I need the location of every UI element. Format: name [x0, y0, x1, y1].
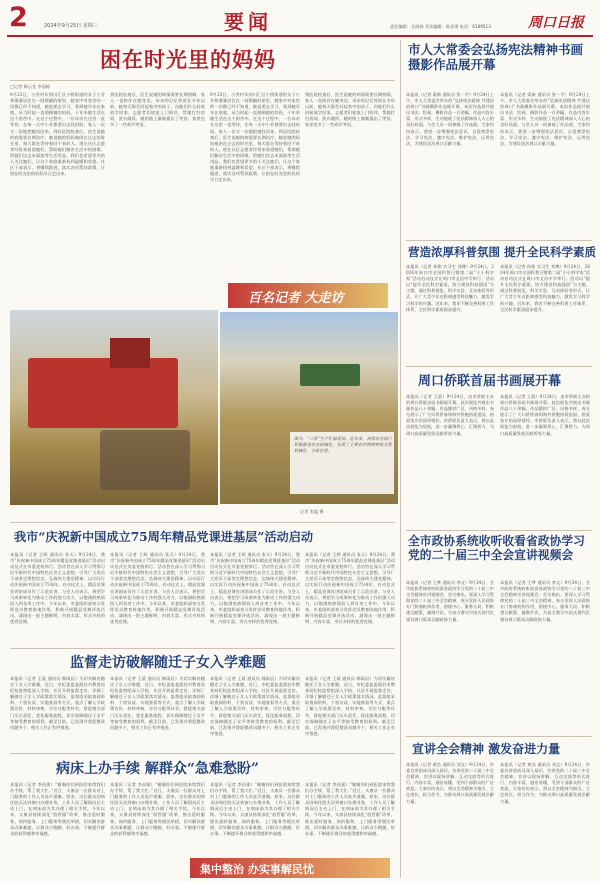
- r3-top-rule: [406, 366, 592, 367]
- lead-body-col4: 到医院检查后，医生说她的病情需要长期照顾，家人一直陪伴在她身边。母亲的记忆停留在多年以前，她每天都会问起家中的孩子，问他们什么时候放学回家。志愿者们轮流上门陪伴，帮她打扫房间、洗衣做饭。她的脸上渐渐露出了笑容，家里也多了一些欢声笑语。: [305, 92, 395, 128]
- girls-top-rule: [10, 648, 395, 649]
- r2-headline: 营造浓厚科普氛围 提升全民科学素质: [408, 245, 597, 259]
- mid-body-col2: 本报讯（记者 王辉 通讯员 张天）9月24日，我市“庆祝新中国成立75周年精品党课进基层”活动启动仪式在市委党校举行。活动旨在深入学习贯彻习近平新时代中国特色社会主义思想，引导广大党员干部坚定理想信念，弘扬伟大建党精神，以实际行动庆祝新中国成立75周年。启动仪式上，精品党课宣讲团成员作了示范宣讲。与会人员表示，将把学习成果转化为推动工作的强大动力，以饱满的热情投入到各项工作中。今年以来，市委组织部充分发挥党员教育阵地作用，积极开展精品党课评选活动，涌现出一批主题鲜明、内容丰富、形式多样的优秀党课。: [110, 552, 205, 625]
- r2-body-col1: 本报讯（记者 孙铭 实习生 刘博）9月24日，2024年周口市全国科普日暨第二届“小小科学家”活动启动仪式在周口市文昌中学举行。活动以“提升全民科学素质，协力建设科技强国”为主题，通过科普展览、科学实验、互动体验等形式，让广大青少年近距离感受科技魅力，激发学习科学的兴趣。近年来，我市不断完善科普工作体系，全民科学素质稳步提升。: [406, 264, 494, 312]
- r4-top-rule: [406, 530, 592, 531]
- r5-top-rule: [406, 736, 592, 737]
- r1-body-col2: 本报讯（记者 梁新 通讯员 张一平）9月24日上午，市人大常委会举办的“弘扬宪法精神 共建法治周口”书画摄影作品展开幕。本次作品展共展出书法、绘画、摄影作品一百余幅，作品内容丰富、形式多样，生动展现了宪法精神深入人心的良好局面。与会人员一同参观了作品展。大家纷纷表示，要进一步增强宪法意识，自觉尊崇宪法、学习宪法、遵守宪法、维护宪法、运用宪法，为建设法治周口贡献力量。: [500, 92, 590, 146]
- r4-headline: 全市政协系统收听收看省政协学习党的二十届三中全会宣讲视频会: [408, 534, 585, 562]
- r3-headline: 周口侨联首届书画展开幕: [418, 374, 562, 389]
- editor-line: 责任编辑：凡丽娟 美术编辑：陈亚琪 电话：6189513: [390, 24, 491, 29]
- girls-headline: 监督走访破解随迁子女入学难题: [70, 655, 266, 671]
- r3-body-col1: 本报讯（记者 王晨）9月24日，由市侨联主办的周口侨联首届书画展开幕。此次展览共展出书画作品八十余幅，作品题材广泛、风格多样，充分展示了广大归侨侨眷和海外侨胞热爱祖国、热爱家乡的深厚情怀。市侨联负责人表示，将以此次展览为契机，进一步凝聚侨心、汇聚侨力，为周口高质量发展贡献侨界力量。: [406, 394, 494, 436]
- illness-body-col1: 本报讯（记者 李昌建）“谢谢你们到医院来给我们办手续，帮了我大忙。”近日，太康县一位群众对上门服务的工作人员连声道谢。原来，这位群众因病住院无法到窗口办理业务，工作人员了解情况后主动上门，在病床前为其办理了相关手续。今年以来，太康县持续深化“放管服”改革，推出延时服务、预约服务、上门服务等便民举措，切实解决群众办事难题，让群众少跑腿、好办事，不断提升群众的获得感和幸福感。: [10, 782, 105, 836]
- girls-body-col2: 本报讯（记者 王晨 通讯员 韩雨辰）为切实解决随迁子女入学难题，近日，市纪委监委派驻市教育局纪检监察组深入学校、社区开展监督走访，详细了解随迁子女入学政策落实情况。监督组采取查阅资料、个别访谈、实地查看等方式，重点了解入学政策宣传、材料审核、学位分配等环节，督促相关部门压实责任，优化服务流程，切实保障随迁子女平等接受教育的权利。截至目前，已发现并督促整改问题多个，相关工作正有序推进。: [110, 676, 205, 730]
- mid-body-col4: 本报讯（记者 王辉 通讯员 张天）9月24日，我市“庆祝新中国成立75周年精品党课进基层”活动启动仪式在市委党校举行。活动旨在深入学习贯彻习近平新时代中国特色社会主义思想，引导广大党员干部坚定理想信念，弘扬伟大建党精神，以实际行动庆祝新中国成立75周年。启动仪式上，精品党课宣讲团成员作了示范宣讲。与会人员表示，将把学习成果转化为推动工作的强大动力，以饱满的热情投入到各项工作中。今年以来，市委组织部充分发挥党员教育阵地作用，积极开展精品党课评选活动，涌现出一批主题鲜明、内容丰富、形式多样的优秀党课。: [305, 552, 395, 625]
- r3-body-col2: 本报讯（记者 王晨）9月24日，由市侨联主办的周口侨联首届书画展开幕。此次展览共展出书画作品八十余幅，作品题材广泛、风格多样，充分展示了广大归侨侨眷和海外侨胞热爱祖国、热爱家乡的深厚情怀。市侨联负责人表示，将以此次展览为契机，进一步凝聚侨心、汇聚侨力，为周口高质量发展贡献侨界力量。: [500, 394, 590, 436]
- photo-credit: 记者 张猛 摄: [300, 509, 324, 514]
- illness-headline: 病床上办手续 解群众“急难愁盼”: [56, 761, 259, 777]
- r1-headline: 市人大常委会弘扬宪法精神书画摄影作品展开幕: [408, 42, 584, 72]
- photo-field: [220, 312, 398, 504]
- girls-body-col1: 本报讯（记者 王晨 通讯员 韩雨辰）为切实解决随迁子女入学难题，近日，市纪委监委派驻市教育局纪检监察组深入学校、社区开展监督走访，详细了解随迁子女入学政策落实情况。监督组采取查阅资料、个别访谈、实地查看等方式，重点了解入学政策宣传、材料审核、学位分配等环节，督促相关部门压实责任，优化服务流程，切实保障随迁子女平等接受教育的权利。截至目前，已发现并督促整改问题多个，相关工作正有序推进。: [10, 676, 105, 730]
- section-title: 要闻: [224, 10, 272, 34]
- right-col-divider: [400, 40, 401, 878]
- lead-body-col3: 9月23日，小洪村年到川汇区小桥街道的女子小芳和婆婆居住在一间简陋的屋里，她家中对家里的一切都已经不知道，她是要去学习，看到她早年在家庭，从当时起一直照顾她的妈妈，十年来她生活在这个困苦中。在这个过程中，一位母亲在这里一直等待，在每一天中小芳都要出去找妈妈，家人一次又一次地把她找回来。到县医院检查后，医生说她的病需要长期治疗。她说她的妈妈被困在过去的时光里，每天都在等待着回不来的人。现在社区志愿者经常来看望她们，帮助她们解决生活中的困难，给她们送去米面油等生活用品。我们也希望更多的人关注她们，让这个家庭重新找到温暖和希望。社区干部表示，将继续跟进，落实各项帮扶政策，让困在时光里的妈妈早日走出来。: [210, 92, 300, 183]
- illness-body-col2: 本报讯（记者 李昌建）“谢谢你们到医院来给我们办手续，帮了我大忙。”近日，太康县一位群众对上门服务的工作人员连声道谢。原来，这位群众因病住院无法到窗口办理业务，工作人员了解情况后主动上门，在病床前为其办理了相关手续。今年以来，太康县持续深化“放管服”改革，推出延时服务、预约服务、上门服务等便民举措，切实解决群众办事难题，让群众少跑腿、好办事，不断提升群众的获得感和幸福感。: [110, 782, 205, 836]
- illness-body-col4: 本报讯（记者 李昌建）“谢谢你们到医院来给我们办手续，帮了我大忙。”近日，太康县一位群众对上门服务的工作人员连声道谢。原来，这位群众因病住院无法到窗口办理业务，工作人员了解情况后主动上门，在病床前为其办理了相关手续。今年以来，太康县持续深化“放管服”改革，推出延时服务、预约服务、上门服务等便民举措，切实解决群众办事难题，让群众少跑腿、好办事，不断提升群众的获得感和幸福感。: [305, 782, 395, 836]
- photo-harvester: [10, 310, 218, 505]
- illness-top-rule: [10, 753, 395, 754]
- people-group: [100, 430, 190, 490]
- mid-body-col1: 本报讯（记者 王辉 通讯员 张天）9月24日，我市“庆祝新中国成立75周年精品党课进基层”活动启动仪式在市委党校举行。活动旨在深入学习贯彻习近平新时代中国特色社会主义思想，引导广大党员干部坚定理想信念，弘扬伟大建党精神，以实际行动庆祝新中国成立75周年。启动仪式上，精品党课宣讲团成员作了示范宣讲。与会人员表示，将把学习成果转化为推动工作的强大动力，以饱满的热情投入到各项工作中。今年以来，市委组织部充分发挥党员教育阵地作用，积极开展精品党课评选活动，涌现出一批主题鲜明、内容丰富、形式多样的优秀党课。: [10, 552, 105, 625]
- photo-caption: 图为：“三秋”生产忙碌现场。近年来，各级农业部门积极推进农业机械化，实现了主要农作物耕种收全程机械化，丰收在望。: [294, 436, 392, 454]
- girls-body-col3: 本报讯（记者 王晨 通讯员 韩雨辰）为切实解决随迁子女入学难题，近日，市纪委监委派驻市教育局纪检监察组深入学校、社区开展监督走访，详细了解随迁子女入学政策落实情况。监督组采取查阅资料、个别访谈、实地查看等方式，重点了解入学政策宣传、材料审核、学位分配等环节，督促相关部门压实责任，优化服务流程，切实保障随迁子女平等接受教育的权利。截至目前，已发现并督促整改问题多个，相关工作正有序推进。: [210, 676, 300, 736]
- lead-body-col1: 9月23日，小洪村年到川汇区小桥街道的女子小芳和婆婆居住在一间简陋的屋里，她家中对家里的一切都已经不知道，她是要去学习，看到她早年在家庭，从当时起一直照顾她的妈妈，十年来她生活在这个困苦中。在这个过程中，一位母亲在这里一直等待，在每一天中小芳都要出去找妈妈，家人一次又一次地把她找回来。到县医院检查后，医生说她的病需要长期治疗。她说她的妈妈被困在过去的时光里，每天都在等待着回不来的人。现在社区志愿者经常来看望她们，帮助她们解决生活中的困难，给她们送去米面油等生活用品。我们也希望更多的人关注她们，让这个家庭重新找到温暖和希望。社区干部表示，将继续跟进，落实各项帮扶政策，让困在时光里的妈妈早日走出来。: [10, 92, 105, 177]
- r2-body-col2: 本报讯（记者 孙铭 实习生 刘博）9月24日，2024年周口市全国科普日暨第二届“小小科学家”活动启动仪式在周口市文昌中学举行。活动以“提升全民科学素质，协力建设科技强国”为主题，通过科普展览、科学实验、互动体验等形式，让广大青少年近距离感受科技魅力，激发学习科学的兴趣。近年来，我市不断完善科普工作体系，全民科学素质稳步提升。: [500, 264, 590, 312]
- mid-body-col3: 本报讯（记者 王辉 通讯员 张天）9月24日，我市“庆祝新中国成立75周年精品党课进基层”活动启动仪式在市委党校举行。活动旨在深入学习贯彻习近平新时代中国特色社会主义思想，引导广大党员干部坚定理想信念，弘扬伟大建党精神，以实际行动庆祝新中国成立75周年。启动仪式上，精品党课宣讲团成员作了示范宣讲。与会人员表示，将把学习成果转化为推动工作的强大动力，以饱满的热情投入到各项工作中。今年以来，市委组织部充分发挥党员教育阵地作用，积极开展精品党课评选活动，涌现出一批主题鲜明、内容丰富、形式多样的优秀党课。: [210, 552, 300, 625]
- lead-headline: 困在时光里的妈妈: [100, 47, 276, 72]
- lead-byline: □记者 韩云龙 李国栋: [10, 84, 51, 89]
- mid-top-rule: [10, 522, 395, 523]
- page-number: 2: [9, 2, 28, 33]
- r2-top-rule: [406, 240, 592, 241]
- girls-body-col4: 本报讯（记者 王晨 通讯员 韩雨辰）为切实解决随迁子女入学难题，近日，市纪委监委派驻市教育局纪检监察组深入学校、社区开展监督走访，详细了解随迁子女入学政策落实情况。监督组采取查阅资料、个别访谈、实地查看等方式，重点了解入学政策宣传、材料审核、学位分配等环节，督促相关部门压实责任，优化服务流程，切实保障随迁子女平等接受教育的权利。截至目前，已发现并督促整改问题多个，相关工作正有序推进。: [305, 676, 395, 736]
- header-rule: [7, 35, 593, 37]
- lead-title-rule: [10, 80, 395, 81]
- lead-body-col2: 到医院检查后，医生说她的病情需要长期照顾，家人一直陪伴在她身边。母亲的记忆停留在多年以前，她每天都会问起家中的孩子，问他们什么时候放学回家。志愿者们轮流上门陪伴，帮她打扫房间、洗衣做饭。她的脸上渐渐露出了笑容，家里也多了一些欢声笑语。: [110, 92, 205, 128]
- harvester-cab: [110, 338, 150, 368]
- r5-body-col2: 本报讯（记者 黄浩 通讯员 刘文）9月24日，市委宣讲团成员深入基层，宣讲党的二十届三中全会精神。宣讲以现场讲解、互动交流等形式进行，内容丰富，通俗易懂，受到干部群众的广泛欢迎。大家纷纷表示，将以全会精神为指引，立足岗位，担当作为，为推动周口高质量发展贡献力量。: [500, 762, 590, 804]
- r4-body-col2: 本报讯（记者 王梦 通讯员 李文）9月24日，全市政协系统收听收看省政协学习党的二十届三中全会精神宣讲视频会。会议指出，要深入学习贯彻党的二十届三中全会精神，充分发挥人民政协专门协商机构作用，围绕中心、服务大局，积极建言献策，凝聚共识，为奋力谱写中国式现代化建设周口篇章贡献政协力量。: [500, 580, 590, 622]
- mid-headline: 我市“庆祝新中国成立75周年精品党课进基层”活动启动: [14, 530, 314, 544]
- r4-body-col1: 本报讯（记者 王梦 通讯员 李文）9月24日，全市政协系统收听收看省政协学习党的二十届三中全会精神宣讲视频会。会议指出，要深入学习贯彻党的二十届三中全会精神，充分发挥人民政协专门协商机构作用，围绕中心、服务大局，积极建言献策，凝聚共识，为奋力谱写中国式现代化建设周口篇章贡献政协力量。: [406, 580, 494, 622]
- issue-date: 2024年9月25日 星期三: [44, 23, 98, 29]
- bottom-banner-text: 集中整治 办实事解民忧: [200, 863, 314, 876]
- r5-headline: 宣讲全会精神 激发奋进力量: [412, 742, 561, 756]
- banner-visit-text: 百名记者 大走访: [248, 291, 344, 306]
- newspaper-logo: 周口日报: [528, 15, 584, 31]
- r5-body-col1: 本报讯（记者 黄浩 通讯员 刘文）9月24日，市委宣讲团成员深入基层，宣讲党的二十届三中全会精神。宣讲以现场讲解、互动交流等形式进行，内容丰富，通俗易懂，受到干部群众的广泛欢迎。大家纷纷表示，将以全会精神为指引，立足岗位，担当作为，为推动周口高质量发展贡献力量。: [406, 762, 494, 804]
- illness-body-col3: 本报讯（记者 李昌建）“谢谢你们到医院来给我们办手续，帮了我大忙。”近日，太康县一位群众对上门服务的工作人员连声道谢。原来，这位群众因病住院无法到窗口办理业务，工作人员了解情况后主动上门，在病床前为其办理了相关手续。今年以来，太康县持续深化“放管服”改革，推出延时服务、预约服务、上门服务等便民举措，切实解决群众办事难题，让群众少跑腿、好办事，不断提升群众的获得感和幸福感。: [210, 782, 300, 836]
- field-tractor: [300, 364, 360, 386]
- harvester-machine: [28, 358, 178, 428]
- r1-body-col1: 本报讯（记者 梁新 通讯员 张一平）9月24日上午，市人大常委会举办的“弘扬宪法精神 共建法治周口”书画摄影作品展开幕。本次作品展共展出书法、绘画、摄影作品一百余幅，作品内容丰富、形式多样，生动展现了宪法精神深入人心的良好局面。与会人员一同参观了作品展。大家纷纷表示，要进一步增强宪法意识，自觉尊崇宪法、学习宪法、遵守宪法、维护宪法、运用宪法，为建设法治周口贡献力量。: [406, 92, 494, 146]
